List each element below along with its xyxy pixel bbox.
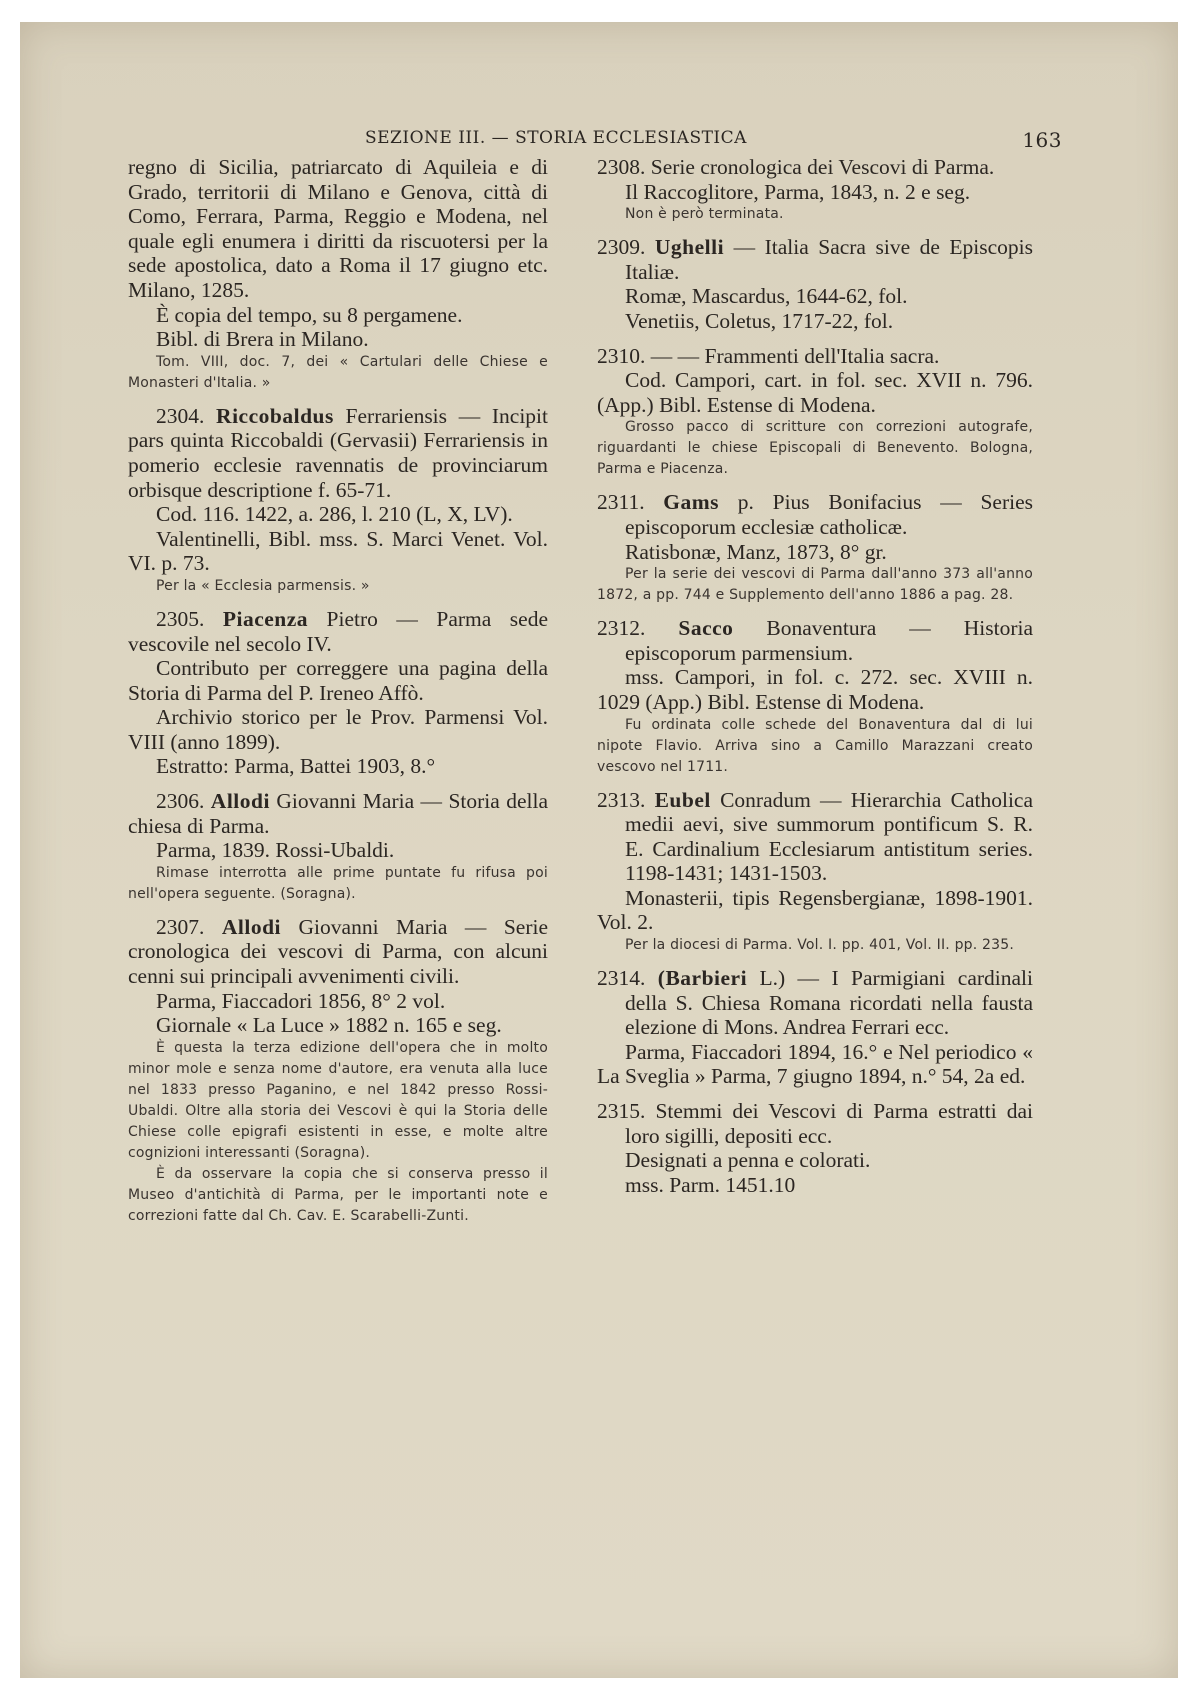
entry-author: Riccobaldus [216,403,334,428]
entry-number: 2304. [156,403,205,428]
entry-heading [597,616,1033,665]
left-column [128,155,548,1227]
entry-heading [128,789,548,838]
entry-2307 [128,915,548,1227]
entry-number: 2311. [597,490,645,515]
entry-title: Pietro — Parma sede vescovile nel secolo IV. [128,606,548,656]
entry-heading [128,607,548,656]
entry-description: Designati a penna e colorati. [625,1148,871,1173]
entry-2311 [597,490,1033,606]
entry-title: — Italia Sacra sive de Episcopis Italiæ. [625,235,1033,284]
entry-note: Per la « Ecclesia parmensis. » [156,577,370,594]
entry-subtitle: Contributo per correggere una pagina della Storia di Parma del P. Ireneo Affò. [128,656,548,705]
entry-2310 [597,344,1033,481]
entry-publication: Il Raccoglitore, Parma, 1843, n. 2 e seg. [625,179,971,204]
entry-publication: Romæ, Mascardus, 1644-62, fol. [625,284,908,309]
entry-2308 [597,155,1033,225]
entry-note: Per la diocesi di Parma. Vol. I. pp. 401, Vol. II. pp. 235. [625,937,1015,954]
entry-archive: Archivio storico per le Prov. Parmensi Vol. VIII (anno 1899). [128,705,548,754]
entry-number: 2306. [156,789,205,814]
entry-heading [597,788,1033,886]
entry-reference: Valentinelli, Bibl. mss. S. Marci Venet. Vol. VI. p. 73. [128,526,548,576]
entry-periodical: Giornale « La Luce » 1882 n. 165 e seg. [156,1013,502,1038]
entry-heading [597,344,1033,369]
entry-author: Allodi [210,789,270,814]
entry-2313 [597,788,1033,957]
section-title: SEZIONE III. — STORIA ECCLESIASTICA [365,128,747,148]
entry-offprint: Estratto: Parma, Battei 1903, 8.° [156,754,436,779]
entry-title: Conradum — Hierarchia Catholica medii aevi, sive summorum pontificum S. R. E. Cardinalium Ecclesiarum antistitum series. 1198-1431; 1431-1503. [625,787,1034,886]
entry-heading [597,966,1033,1040]
entry-publication: Ratisbonæ, Manz, 1873, 8° gr. [625,539,887,564]
entry-2312 [597,616,1033,777]
entry-number: 2314. [597,966,646,991]
entry-title: Stemmi dei Vescovi di Parma estratti dai loro sigilli, depositi ecc. [625,1099,1034,1148]
entry-author: Sacco [678,616,734,641]
entry-heading [597,155,1033,180]
entry-heading [597,235,1033,284]
entry-heading [128,915,548,989]
entry-heading [128,404,548,502]
entry-note: Tom. VIII, doc. 7, dei « Cartulari delle Chiese e Monasteri d'Italia. » [128,353,548,391]
entry-number: 2305. [156,606,205,631]
entry-continuation [128,155,548,394]
entry-codex: Cod. 116. 1422, a. 286, l. 210 (L, X, LV). [156,502,513,527]
entry-manuscript: mss. Campori, in fol. c. 272. sec. XVIII n. 1029 (App.) Bibl. Estense di Modena. [597,665,1033,714]
entry-number: 2308. [597,155,646,179]
entry-2315 [597,1099,1033,1197]
entry-number: 2307. [156,914,205,939]
entry-note: Grosso pacco di scritture con correzioni autografe, riguardanti le chiese Episcopali di Benevento. Bologna, Parma e Piacenza. [597,419,1033,478]
entry-title: L.) — I Parmigiani cardinali della S. Chiesa Romana ricordati nella fausta elezione di Mons. Andrea Ferrari ecc. [625,966,1033,1040]
entry-publication: Parma, 1839. Rossi-Ubaldi. [156,838,395,863]
entry-title: Bonaventura — Historia episcoporum parmensium. [625,616,1034,665]
entry-2314 [597,966,1033,1089]
entry-author: Ughelli [654,235,725,260]
entry-number: 2315. [597,1099,646,1124]
entry-number: 2309. [597,235,646,260]
entry-number: 2310. [597,343,646,368]
entry-note: Per la serie dei vescovi di Parma dall'anno 373 all'anno 1872, a pp. 744 e Supplemento dell'anno 1886 a pag. 28. [597,566,1033,604]
entry-author: (Barbieri [657,966,748,991]
entry-note: Fu ordinata colle schede del Bonaventura dal di lui nipote Flavio. Arriva sino a Camillo Marazzani creato vescovo nel 1711. [597,716,1033,775]
entry-author: Eubel [654,787,711,812]
right-column [597,155,1033,1197]
page-number: 163 [1022,128,1062,152]
entry-2304 [128,404,548,597]
entry-2305 [128,607,548,779]
entry-title: Giovanni Maria — Storia della chiesa di Parma. [128,789,549,838]
entry-manuscript: mss. Parm. 1451.10 [625,1172,796,1197]
entry-number: 2312. [597,616,646,641]
entry-publication: Monasterii, tipis Regensbergianæ, 1898-1901. Vol. 2. [597,885,1033,935]
entry-note: È questa la terza edizione dell'opera che in molto minor mole e senza nome d'autore, era venuta alla luce nel 1833 presso Paganino, e nel 1842 presso Rossi-Ubaldi. Oltre alla storia dei Vescovi è qui la Storia delle Chiese colle epigrafi esistenti in esse, e molte altre cognizioni interessanti (Soragna). [128,1039,548,1161]
entry-note: Rimase interrotta alle prime puntate fu rifusa poi nell'opera seguente. (Soragna). [128,864,548,902]
entry-library: Bibl. di Brera in Milano. [156,327,369,352]
entry-heading [597,490,1033,539]
entry-publication: Venetiis, Coletus, 1717-22, fol. [625,308,894,333]
entry-codex: Cod. Campori, cart. in fol. sec. XVII n. 796. (App.) Bibl. Estense di Modena. [597,368,1033,417]
entry-title: Ferrariensis — Incipit pars quinta Riccobaldi (Gervasii) Ferrariensis in pomerio ecclesie ravennatis de provinciarum orbisque descriptione f. 65-71. [128,403,548,502]
entry-title: Serie cronologica dei Vescovi di Parma. [650,155,995,179]
entry-heading [597,1099,1033,1148]
entry-author: Allodi [221,914,282,939]
entry-2309 [597,235,1033,333]
entry-author: Gams [663,490,720,515]
entry-description: È copia del tempo, su 8 pergamene. [156,302,463,327]
entry-2306 [128,789,548,905]
entry-publication: Parma, Fiaccadori 1894, 16.° e Nel periodico « La Sveglia » Parma, 7 giugno 1894, n.° 54, 2a ed. [597,1039,1033,1089]
entry-publication: Parma, Fiaccadori 1856, 8° 2 vol. [156,988,446,1013]
entry-note: Non è però terminata. [625,206,784,223]
entry-title: p. Pius Bonifacius — Series episcoporum ecclesiæ catholicæ. [625,490,1033,539]
entry-note: È da osservare la copia che si conserva presso il Museo d'antichità di Parma, per le importanti note e correzioni fatte dal Ch. Cav. E. Scarabelli-Zunti. [128,1165,548,1224]
entry-number: 2313. [597,787,646,812]
entry-title: Giovanni Maria — Serie cronologica dei vescovi di Parma, con alcuni cenni sui principali avvenimenti civili. [128,914,549,989]
entry-author: Piacenza [222,606,309,631]
entry-title: — — Frammenti dell'Italia sacra. [650,343,940,368]
entry-text: regno di Sicilia, patriarcato di Aquileia e di Grado, territorii di Milano e Genova, città di Como, Ferrara, Parma, Reggio e Modena, nel quale egli enumera i diritti da riscuotersi per la sede apostolica, dato a Roma il 17 giugno etc. Milano, 1285. [128,155,548,302]
